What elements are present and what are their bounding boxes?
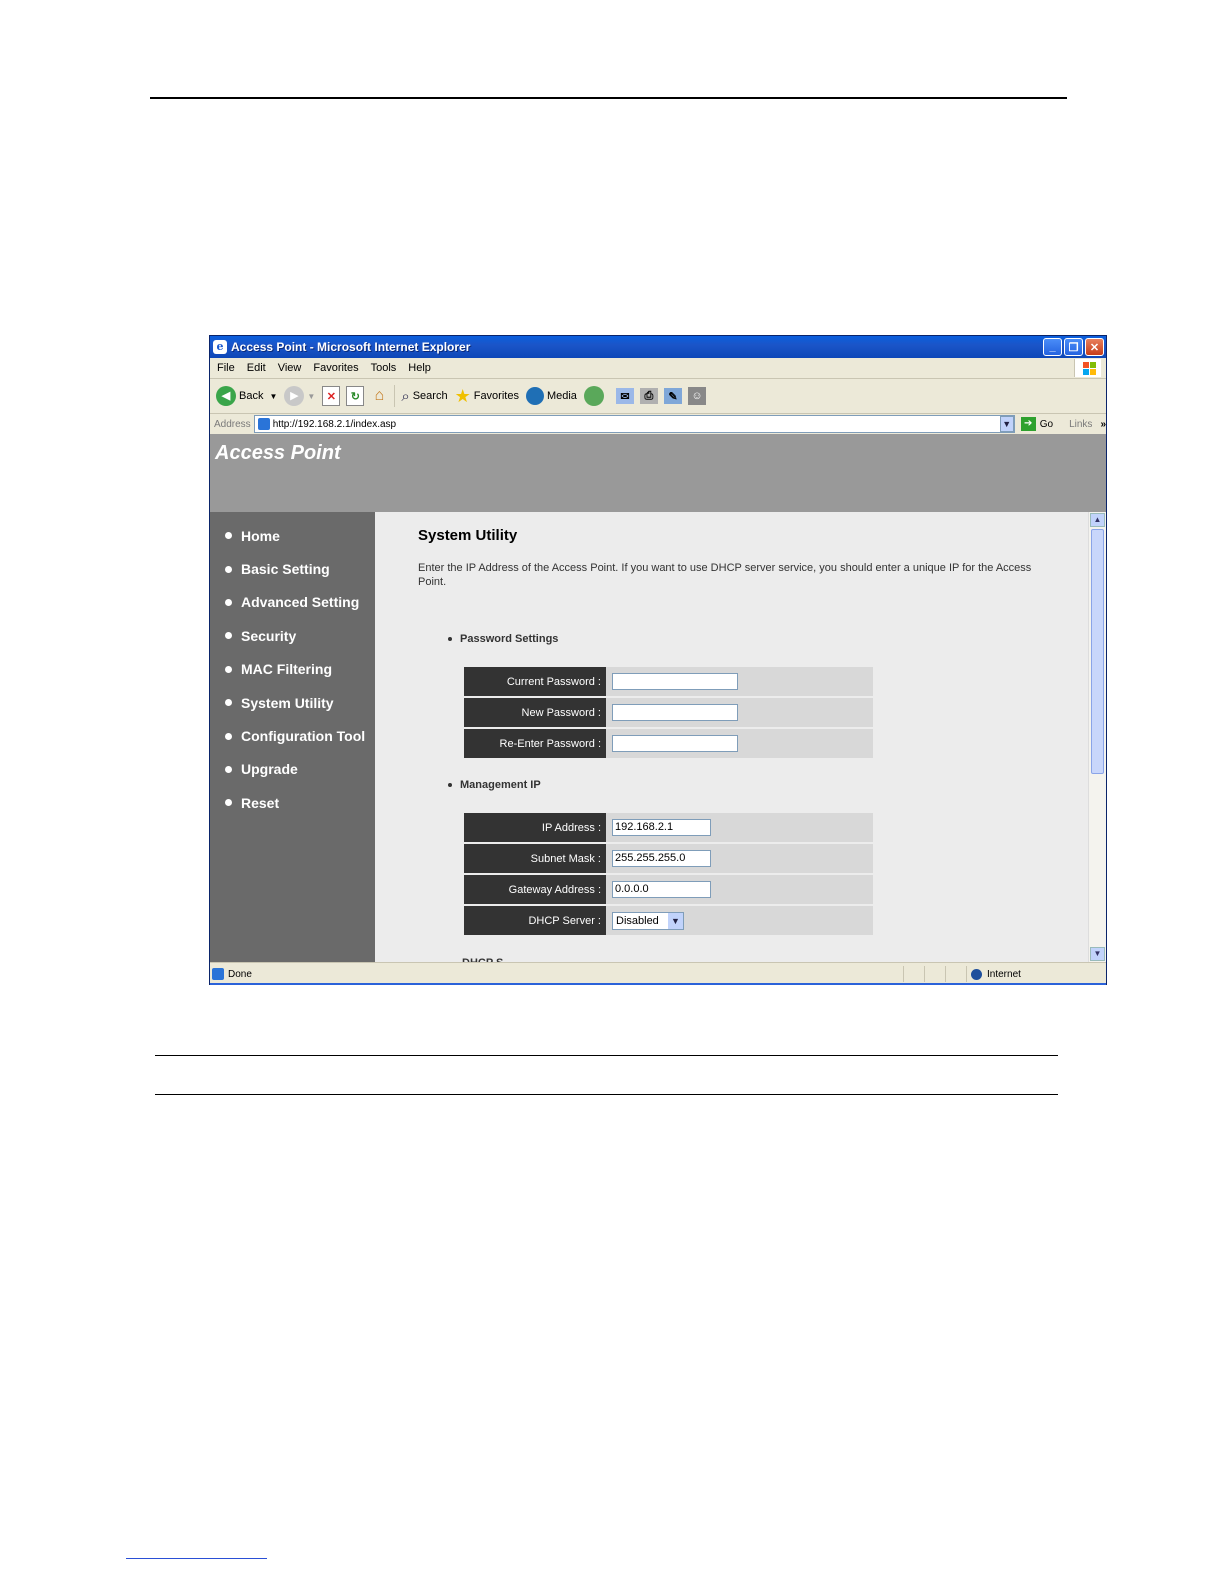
page-icon xyxy=(258,418,270,430)
zone-label: Internet xyxy=(987,968,1021,980)
section-label: Password Settings xyxy=(460,633,559,645)
nav-label: Basic Setting xyxy=(241,561,330,578)
media-icon xyxy=(526,387,544,405)
restore-button[interactable]: ❐ xyxy=(1064,338,1083,356)
current-password-row xyxy=(464,667,873,696)
minimize-button[interactable]: _ xyxy=(1043,338,1062,356)
history-icon[interactable] xyxy=(584,386,604,406)
bullet-icon xyxy=(225,566,232,573)
go-button[interactable] xyxy=(1021,417,1053,431)
search-button[interactable] xyxy=(401,388,447,405)
back-label: Back xyxy=(239,390,264,402)
intro-text: Enter the IP Address of the Access Point. If you want to use DHCP server service, you should enter a unique IP for the Access Point. xyxy=(418,562,1032,588)
star-icon: ★ xyxy=(454,385,471,406)
address-bar xyxy=(210,414,1106,434)
header-rule xyxy=(150,97,1067,99)
browser-window xyxy=(209,335,1107,985)
window-title: Access Point - Microsoft Internet Explorer xyxy=(231,340,471,354)
print-icon[interactable]: ⎙ xyxy=(640,388,658,404)
reenter-password-label: Re-Enter Password : xyxy=(464,729,606,758)
bullet-icon xyxy=(225,599,232,606)
forward-arrow-icon: ▶ xyxy=(284,386,304,406)
divider-rule xyxy=(155,1055,1058,1056)
menu-help[interactable]: Help xyxy=(408,362,431,374)
ie-icon: e xyxy=(213,340,227,354)
current-password-input[interactable] xyxy=(612,673,738,690)
nav-configuration-tool[interactable] xyxy=(210,719,375,752)
page-title: System Utility xyxy=(418,527,518,544)
close-button[interactable]: ✕ xyxy=(1085,338,1104,356)
chevron-down-icon: ▼ xyxy=(668,913,683,929)
bullet-icon xyxy=(225,699,232,706)
new-password-row xyxy=(464,698,873,727)
nav-label: Configuration Tool xyxy=(241,728,366,745)
title-bar xyxy=(210,336,1106,358)
new-password-label: New Password : xyxy=(464,698,606,727)
progress-line xyxy=(210,983,1106,985)
footnote-rule xyxy=(126,1558,267,1559)
page-banner xyxy=(210,434,1106,512)
new-password-input[interactable] xyxy=(612,704,738,721)
subnet-mask-label: Subnet Mask : xyxy=(464,844,606,873)
favorites-button[interactable] xyxy=(455,386,519,407)
stop-icon[interactable]: ✕ xyxy=(322,386,340,406)
side-navigation xyxy=(210,512,375,962)
refresh-icon[interactable]: ↻ xyxy=(346,386,364,406)
media-label: Media xyxy=(546,390,577,402)
security-zone xyxy=(966,966,1106,982)
gateway-address-input[interactable]: 0.0.0.0 xyxy=(612,881,711,898)
bullet-icon xyxy=(225,766,232,773)
divider-rule xyxy=(155,1094,1058,1095)
dhcp-server-row xyxy=(464,906,873,935)
mail-icon[interactable]: ✉ xyxy=(616,388,634,404)
subnet-mask-row xyxy=(464,844,873,873)
main-content xyxy=(375,512,1087,962)
ip-address-label: IP Address : xyxy=(464,813,606,842)
nav-label: Home xyxy=(241,527,280,544)
nav-label: MAC Filtering xyxy=(241,661,332,678)
dhcp-server-value: Disabled xyxy=(616,914,659,927)
globe-icon xyxy=(971,969,982,980)
nav-label: Upgrade xyxy=(241,761,298,778)
chevron-down-icon[interactable]: ▼ xyxy=(1000,416,1014,432)
status-cell xyxy=(903,966,924,982)
search-icon: ⌕ xyxy=(401,387,410,405)
subnet-mask-input[interactable]: 255.255.255.0 xyxy=(612,850,711,867)
reenter-password-input[interactable] xyxy=(612,735,738,752)
nav-upgrade[interactable] xyxy=(210,753,375,786)
menu-file[interactable]: File xyxy=(217,362,235,374)
scroll-thumb[interactable] xyxy=(1091,529,1104,774)
nav-security[interactable] xyxy=(210,619,375,652)
bullet-icon xyxy=(448,783,452,787)
favorites-label: Favorites xyxy=(473,390,519,402)
nav-label: System Utility xyxy=(241,694,334,711)
bullet-icon xyxy=(225,666,232,673)
links-button[interactable]: Links xyxy=(1069,418,1093,430)
bullet-icon xyxy=(225,532,232,539)
scroll-up-icon[interactable]: ▲ xyxy=(1090,513,1105,527)
menu-edit[interactable]: Edit xyxy=(246,362,266,374)
management-section-heading xyxy=(448,779,541,791)
gateway-address-label: Gateway Address : xyxy=(464,875,606,904)
back-button[interactable]: ◀ Back ▼ xyxy=(216,386,277,406)
forward-button[interactable]: ▶ ▼ xyxy=(284,386,315,406)
windows-logo-icon xyxy=(1074,359,1101,377)
nav-label: Security xyxy=(241,627,297,644)
go-arrow-icon: ➔ xyxy=(1021,417,1036,431)
scroll-down-icon[interactable]: ▼ xyxy=(1090,947,1105,961)
nav-reset[interactable] xyxy=(210,786,375,819)
address-input[interactable] xyxy=(254,415,1015,433)
go-label: Go xyxy=(1039,418,1054,430)
nav-mac-filtering[interactable] xyxy=(210,653,375,686)
menu-view[interactable]: View xyxy=(277,362,302,374)
password-section-heading xyxy=(448,633,558,645)
bullet-icon xyxy=(448,637,452,641)
address-value: http://192.168.2.1/index.asp xyxy=(272,418,397,430)
chevron-right-icon[interactable]: » xyxy=(1100,418,1106,430)
nav-home[interactable] xyxy=(210,519,375,552)
back-arrow-icon: ◀ xyxy=(216,386,236,406)
bullet-icon xyxy=(225,733,232,740)
ip-address-input[interactable]: 192.168.2.1 xyxy=(612,819,711,836)
edit-icon[interactable]: ✎ xyxy=(664,388,682,404)
bullet-icon xyxy=(225,632,232,639)
gateway-row xyxy=(464,875,873,904)
reenter-password-row xyxy=(464,729,873,758)
web-page xyxy=(210,434,1106,962)
bullet-icon xyxy=(225,799,232,806)
toolbar xyxy=(210,379,1106,414)
status-cell xyxy=(924,966,945,982)
nav-system-utility[interactable] xyxy=(210,686,375,719)
dhcp-server-label: DHCP Server : xyxy=(464,906,606,935)
nav-advanced-setting[interactable] xyxy=(210,586,375,619)
nav-basic-setting[interactable] xyxy=(210,552,375,585)
status-bar xyxy=(210,962,1106,985)
dhcp-server-select[interactable] xyxy=(612,912,684,930)
nav-label: Reset xyxy=(241,794,280,811)
status-cell xyxy=(945,966,966,982)
menu-favorites[interactable]: Favorites xyxy=(313,362,359,374)
menu-tools[interactable]: Tools xyxy=(370,362,397,374)
media-button[interactable] xyxy=(526,387,577,405)
nav-label: Advanced Setting xyxy=(241,594,360,611)
ip-address-row xyxy=(464,813,873,842)
menu-bar xyxy=(210,358,1106,379)
brand-logo: Access Point xyxy=(215,442,341,464)
status-text: Done xyxy=(228,968,252,980)
search-label: Search xyxy=(412,390,448,402)
home-icon[interactable]: ⌂ xyxy=(374,387,385,404)
current-password-label: Current Password : xyxy=(464,667,606,696)
section-label: Management IP xyxy=(460,779,541,791)
address-label: Address xyxy=(214,418,251,430)
page-status-icon xyxy=(212,968,224,980)
messenger-icon[interactable]: ☺ xyxy=(688,387,706,405)
vertical-scrollbar[interactable] xyxy=(1088,512,1106,962)
